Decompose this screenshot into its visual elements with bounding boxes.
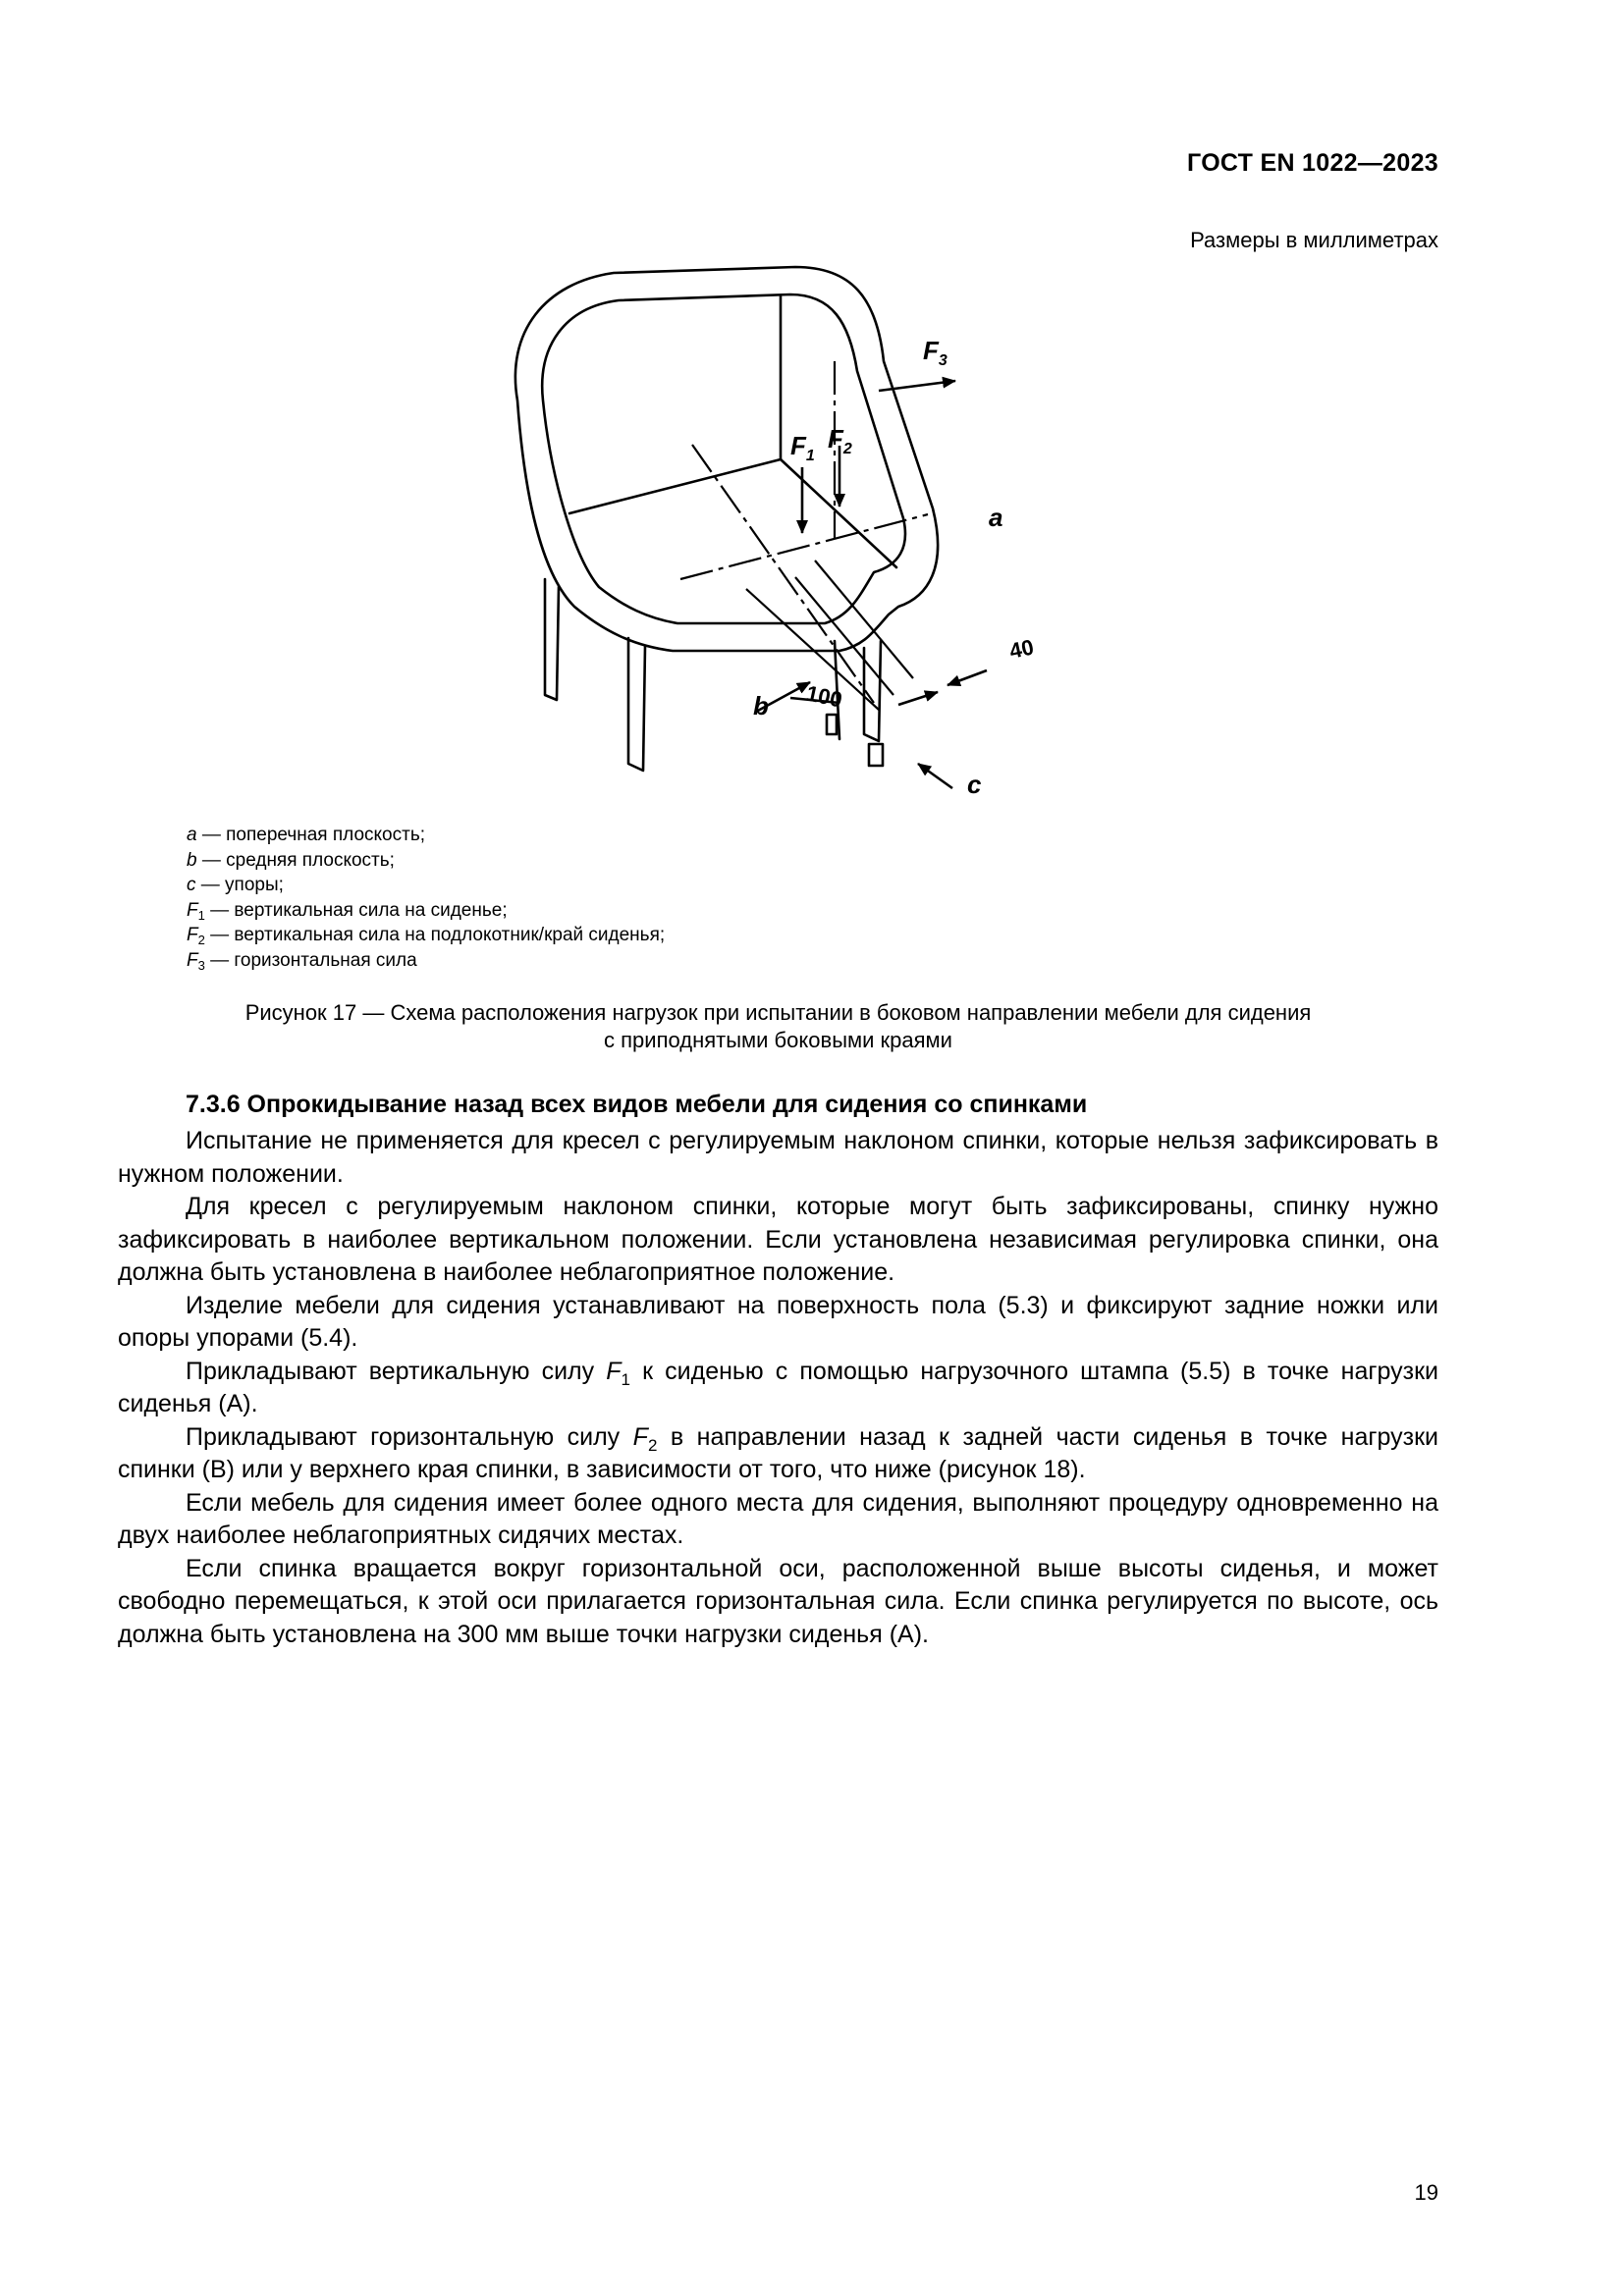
paragraph: Для кресел с регулируемым наклоном спинки, которые могут быть зафиксированы, спинку нужно зафиксировать в наиболее вертикальном положении. Если установлена независимая регулировка спинки, она должна быть установлена в наиболее неблагоприятное положение. <box>118 1193 1438 1286</box>
label-dim-100: 100 <box>803 680 845 713</box>
legend-item: $F_3$ — горизонтальная сила <box>187 949 417 973</box>
legend-item: c — упоры; <box>187 875 284 895</box>
caption-line-1: Рисунок 17 — Схема расположения нагрузок при испытании в боковом направлении мебели для сидения <box>244 1000 1312 1025</box>
document-id: ГОСТ EN 1022—2023 <box>1187 149 1438 177</box>
page-number: 19 <box>1414 2180 1438 2205</box>
paragraph: Прикладывают горизонтальную силу $F_2$ в направлении назад к задней части сиденья в точке нагрузки спинки (B) или у верхнего края спинки, в зависимости от того, что ниже (рисунок 18). <box>118 1422 1438 1483</box>
stopper-1 <box>827 715 837 734</box>
label-f1: $F_1$ <box>790 431 815 464</box>
legend-item: a — поперечная плоскость; <box>187 825 426 845</box>
paragraph: Если спинка вращается вокруг горизонтальной оси, расположенной выше высоты сиденья, и может свободно перемещаться, к этой оси прилагается горизонтальная сила. Если спинка регулируется по высоте, ось должна быть установлена на 300 мм выше точки нагрузки сиденья (A). <box>118 1554 1438 1648</box>
arrow-c <box>918 764 952 788</box>
legend-item: $F_2$ — вертикальная сила на подлокотник/край сиденья; <box>187 925 666 947</box>
plane-b-line <box>692 445 874 703</box>
chair-leg-left-front <box>628 638 645 771</box>
paragraph: Изделие мебели для сидения устанавливают на поверхность пола (5.3) и фиксируют задние ножки или опоры упорами (5.4). <box>118 1291 1438 1352</box>
stopper-2 <box>869 744 883 766</box>
paragraph: Если мебель для сидения имеет более одного места для сидения, выполняют процедуру одновременно на двух наиболее неблагоприятных сидячих местах. <box>118 1488 1438 1549</box>
chair-outer-shell <box>515 267 938 651</box>
chair-leg-left-back <box>545 579 559 700</box>
caption-line-2: с приподнятыми боковыми краями <box>604 1028 952 1052</box>
label-c: c <box>967 770 982 799</box>
chair-inner-rim <box>542 294 905 623</box>
figure-legend <box>187 823 665 973</box>
dim-40-arrow-in <box>898 692 938 705</box>
plane-a-line <box>680 514 928 579</box>
legend-item: $F_1$ — вертикальная сила на сиденье; <box>187 899 508 923</box>
label-f2: $F_2$ <box>828 424 852 457</box>
section-body <box>118 1125 1438 1651</box>
label-b: b <box>753 691 769 721</box>
units-note: Размеры в миллиметрах <box>1190 228 1438 252</box>
label-a: a <box>989 503 1003 532</box>
paragraph: Испытание не применяется для кресел с регулируемым наклоном спинки, которые нельзя зафиксировать в нужном положении. <box>118 1127 1438 1188</box>
figure-17-diagram <box>486 253 1075 813</box>
paragraph: Прикладывают вертикальную силу $F_1$ к сиденью с помощью нагрузочного штампа (5.5) в точке нагрузки сиденья (A). <box>118 1357 1438 1417</box>
legend-item: b — средняя плоскость; <box>187 849 395 871</box>
label-dim-40: 40 <box>1006 634 1036 664</box>
figure-caption <box>118 999 1438 1054</box>
dim-40-arrow-out <box>947 670 987 685</box>
section-heading: 7.3.6 Опрокидывание назад всех видов мебели для сидения со спинками <box>186 1091 1088 1118</box>
label-f3: $F_3$ <box>923 336 947 369</box>
